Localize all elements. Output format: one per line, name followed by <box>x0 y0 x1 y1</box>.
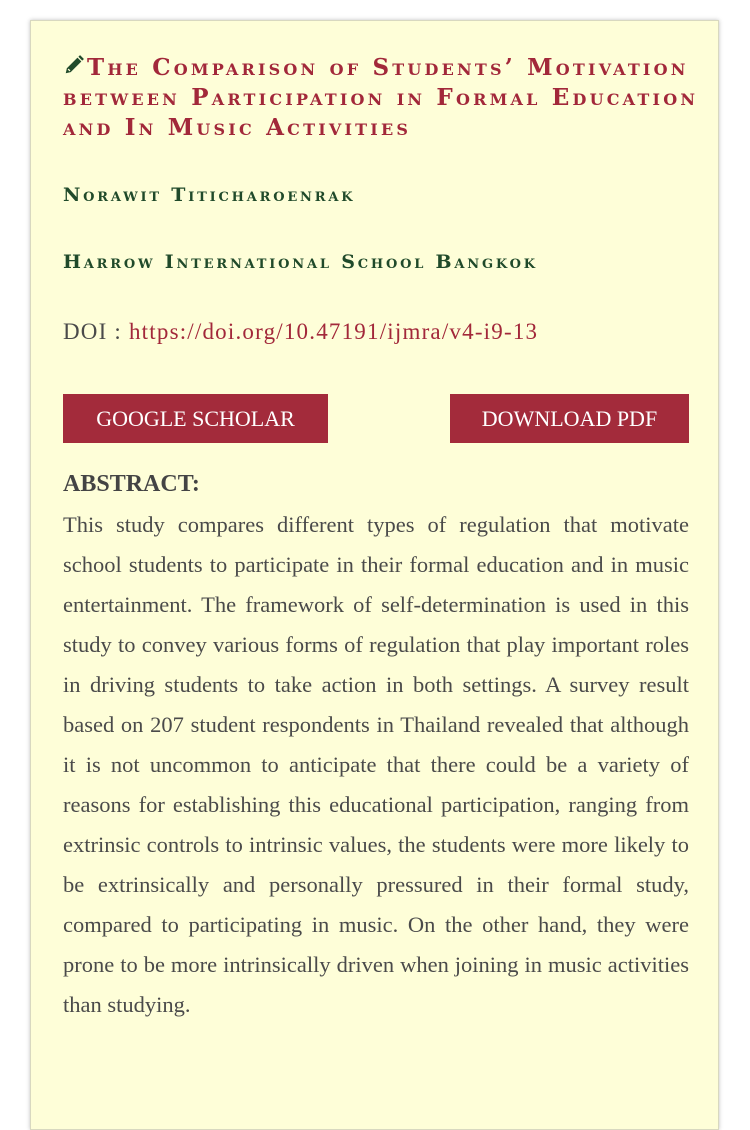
pencil-icon <box>63 54 85 76</box>
article-title-text: The Comparison of Students’ Motivation between Participation in Formal Education and In Music Activities <box>63 54 699 141</box>
abstract-text: This study compares different types of regulation that motivate school students to participate in their formal education and in music entertainment. The framework of self-determination is used in this study to convey various forms of regulation that play important roles in driving students to take action in both settings. A survey result based on 207 student respondents in Thailand revealed that although it is not uncommon to anticipate that there could be a variety of reasons for establishing this educational participation, ranging from extrinsic controls to intrinsic values, the students were more likely to be extrinsically and personally pressured in their formal study, compared to participating in music. On the other hand, they were prone to be more intrinsically driven when joining in music activities than studying. <box>63 512 689 1017</box>
author-affiliation: Harrow International School Bangkok <box>63 251 538 273</box>
author-name: Norawit Titicharoenrak <box>63 184 356 206</box>
doi-row <box>63 318 538 346</box>
article-title <box>63 53 703 143</box>
google-scholar-button[interactable]: GOOGLE SCHOLAR <box>63 394 328 443</box>
doi-label: DOI : <box>63 319 129 344</box>
article-card <box>30 20 719 1130</box>
abstract-heading: ABSTRACT: <box>63 471 200 497</box>
download-pdf-button[interactable]: DOWNLOAD PDF <box>450 394 689 443</box>
doi-link[interactable]: https://doi.org/10.47191/ijmra/v4-i9-13 <box>128 319 539 344</box>
